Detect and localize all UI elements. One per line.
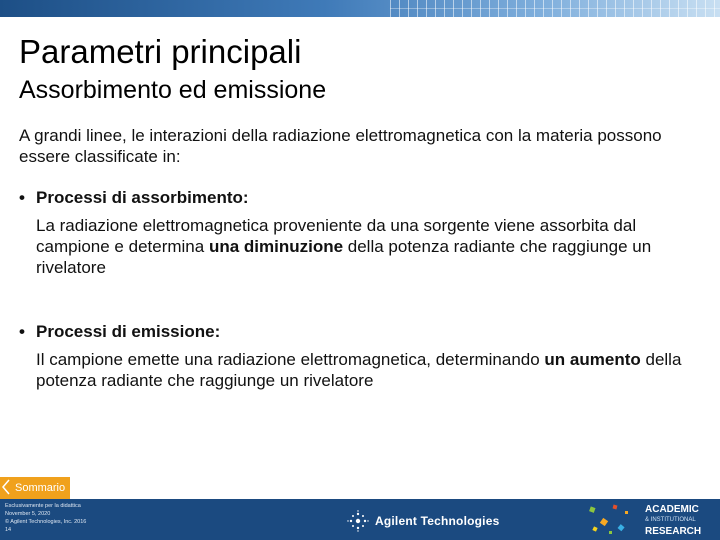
bullet-description bbox=[19, 349, 699, 391]
academic-research-logo bbox=[645, 504, 701, 537]
desc-text: della potenza radiante che raggiunge un rivelatore bbox=[36, 350, 682, 390]
bullet-heading-row bbox=[19, 321, 699, 342]
sommario-button[interactable] bbox=[0, 477, 70, 499]
top-banner bbox=[0, 0, 720, 17]
bullet-absorption bbox=[19, 187, 699, 278]
bullet-description bbox=[19, 215, 699, 278]
footer-fine-print bbox=[5, 502, 86, 534]
bullet-heading: Processi di emissione: bbox=[36, 322, 221, 341]
decorative-dots bbox=[585, 499, 635, 540]
banner-grid-pattern bbox=[390, 0, 720, 17]
research-line: RESEARCH bbox=[645, 526, 702, 537]
slide-body bbox=[19, 125, 699, 167]
fine-print-line: © Agilent Technologies, Inc. 2016 bbox=[5, 519, 87, 525]
desc-text: La radiazione elettromagnetica proveniente da una sorgente viene assorbita dal campione e determina bbox=[36, 216, 637, 256]
slide-subtitle: Assorbimento ed emissione bbox=[19, 76, 327, 104]
academic-line: ACADEMIC bbox=[645, 504, 699, 515]
bullet-heading: Processi di assorbimento: bbox=[36, 188, 249, 207]
agilent-brand bbox=[347, 510, 499, 532]
intro-paragraph: A grandi linee, le interazioni della radiazione elettromagnetica con la materia possono essere classificate in: bbox=[19, 126, 662, 166]
bullet-dot: • bbox=[19, 188, 25, 207]
sommario-label: Sommario bbox=[15, 482, 66, 494]
chevron-left-icon bbox=[2, 479, 10, 495]
fine-print-line: Esclusivamente per la didattica bbox=[5, 503, 81, 509]
footer-bar bbox=[0, 499, 720, 540]
desc-emphasis: una diminuzione bbox=[208, 237, 344, 256]
desc-text: Il campione emette una radiazione elettromagnetica, determinando bbox=[36, 350, 545, 369]
bullet-dot: • bbox=[19, 322, 25, 341]
agilent-spark-icon bbox=[347, 510, 369, 532]
bullet-heading-row bbox=[19, 187, 699, 208]
desc-text: della potenza radiante che raggiunge un rivelatore bbox=[36, 237, 652, 277]
institutional-line: & INSTITUTIONAL bbox=[645, 517, 696, 523]
fine-print-line: 14 bbox=[5, 527, 12, 533]
agilent-brand-text: Agilent Technologies bbox=[375, 514, 500, 528]
bullet-emission bbox=[19, 321, 699, 391]
fine-print-line: November 5, 2020 bbox=[5, 511, 51, 517]
desc-emphasis: un aumento bbox=[544, 350, 641, 369]
slide-title: Parametri principali bbox=[19, 33, 302, 70]
